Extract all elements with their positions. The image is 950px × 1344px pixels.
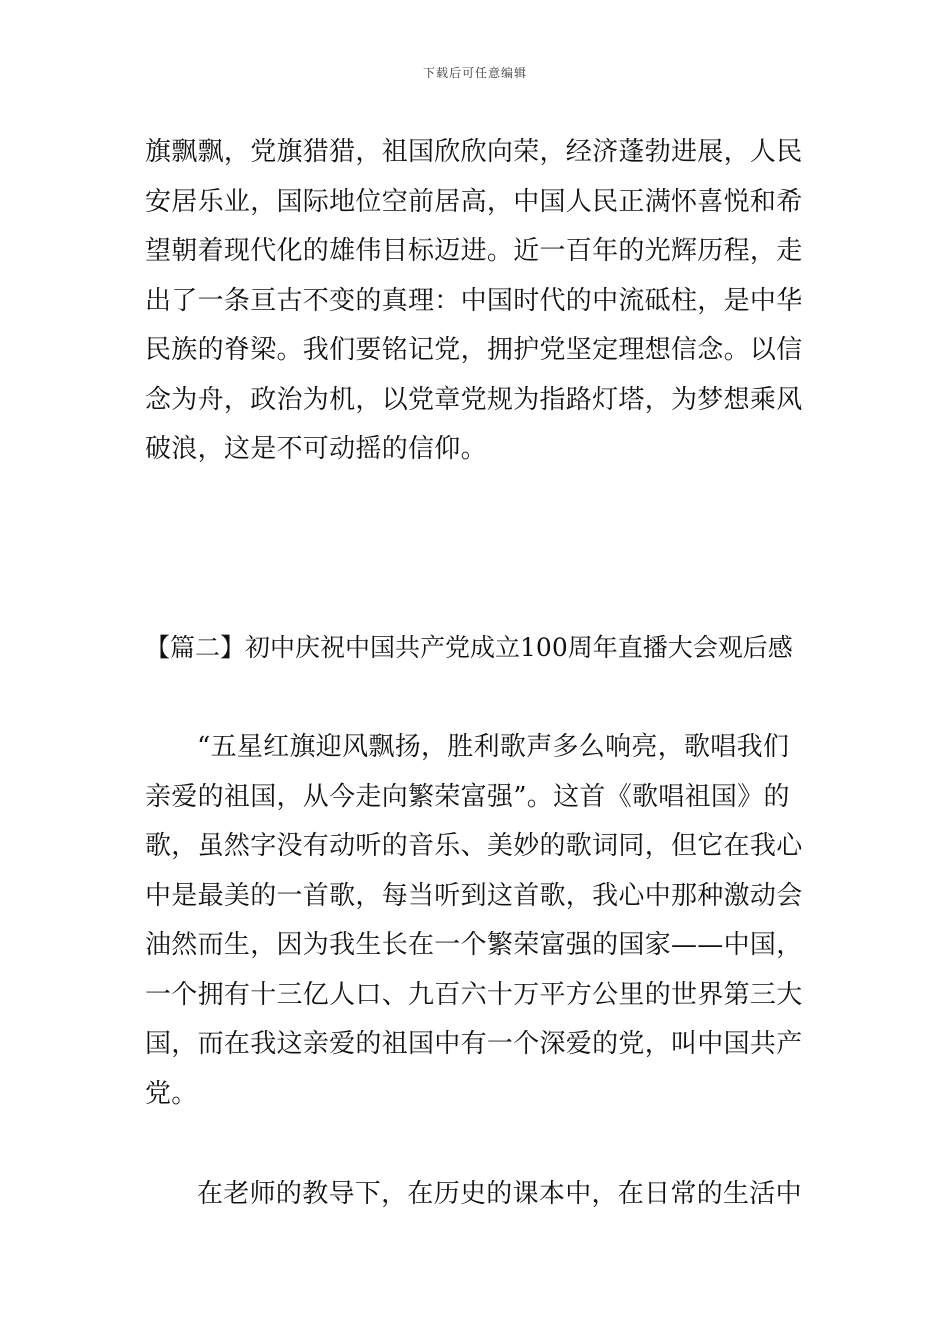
paragraph-line: 歌，虽然字没有动听的音乐、美妙的歌词同，但它在我心 [145, 831, 803, 861]
paragraph-1 [145, 128, 810, 475]
paragraph-line: 党。 [145, 1078, 198, 1109]
paragraph-line: 旗飘飘，党旗猎猎，祖国欣欣向荣，经济蓬勃进展，人民 [145, 137, 803, 167]
paragraph-line: 出了一条亘古不变的真理：中国时代的中流砥柱，是中华 [145, 285, 803, 316]
paragraph-line: 民族的脊梁。我们要铭记党，拥护党坚定理想信念。以信 [145, 335, 803, 365]
paragraph-line: 安居乐业，国际地位空前居高，中国人民正满怀喜悦和希 [145, 186, 803, 217]
paragraph-line: 中是最美的一首歌，每当听到这首歌，我心中那种激动会 [145, 880, 803, 911]
section-heading: 【篇二】初中庆祝中国共产党成立100周年直播大会观后感 [145, 633, 793, 662]
paragraph-2 [145, 723, 810, 1119]
paragraph-line: 念为舟，政治为机，以党章党规为指路灯塔，为梦想乘风 [145, 384, 803, 415]
paragraph-line: 油然而生，因为我生长在一个繁荣富强的国家——中国， [145, 930, 803, 960]
paragraph-line: 在老师的教导下，在历史的课本中，在日常的生活中 [197, 1179, 802, 1209]
paragraph-line: 国，而在我这亲爱的祖国中有一个深爱的党，叫中国共产 [145, 1029, 803, 1059]
page-header: 下载后可任意编辑 [422, 66, 527, 80]
paragraph-line: 望朝着现代化的雄伟目标迈进。近一百年的光辉历程，走 [145, 236, 803, 266]
paragraph-3 [145, 1170, 810, 1220]
paragraph-line: 破浪，这是不可动摇的信仰。 [145, 434, 487, 464]
paragraph-line: “五星红旗迎风飘扬，胜利歌声多么响亮，歌唱我们 [197, 732, 790, 762]
paragraph-line: 一个拥有十三亿人口、九百六十万平方公里的世界第三大 [145, 979, 803, 1010]
paragraph-line: 亲爱的祖国，从今走向繁荣富强”。这首《歌唱祖国》的 [145, 781, 790, 812]
